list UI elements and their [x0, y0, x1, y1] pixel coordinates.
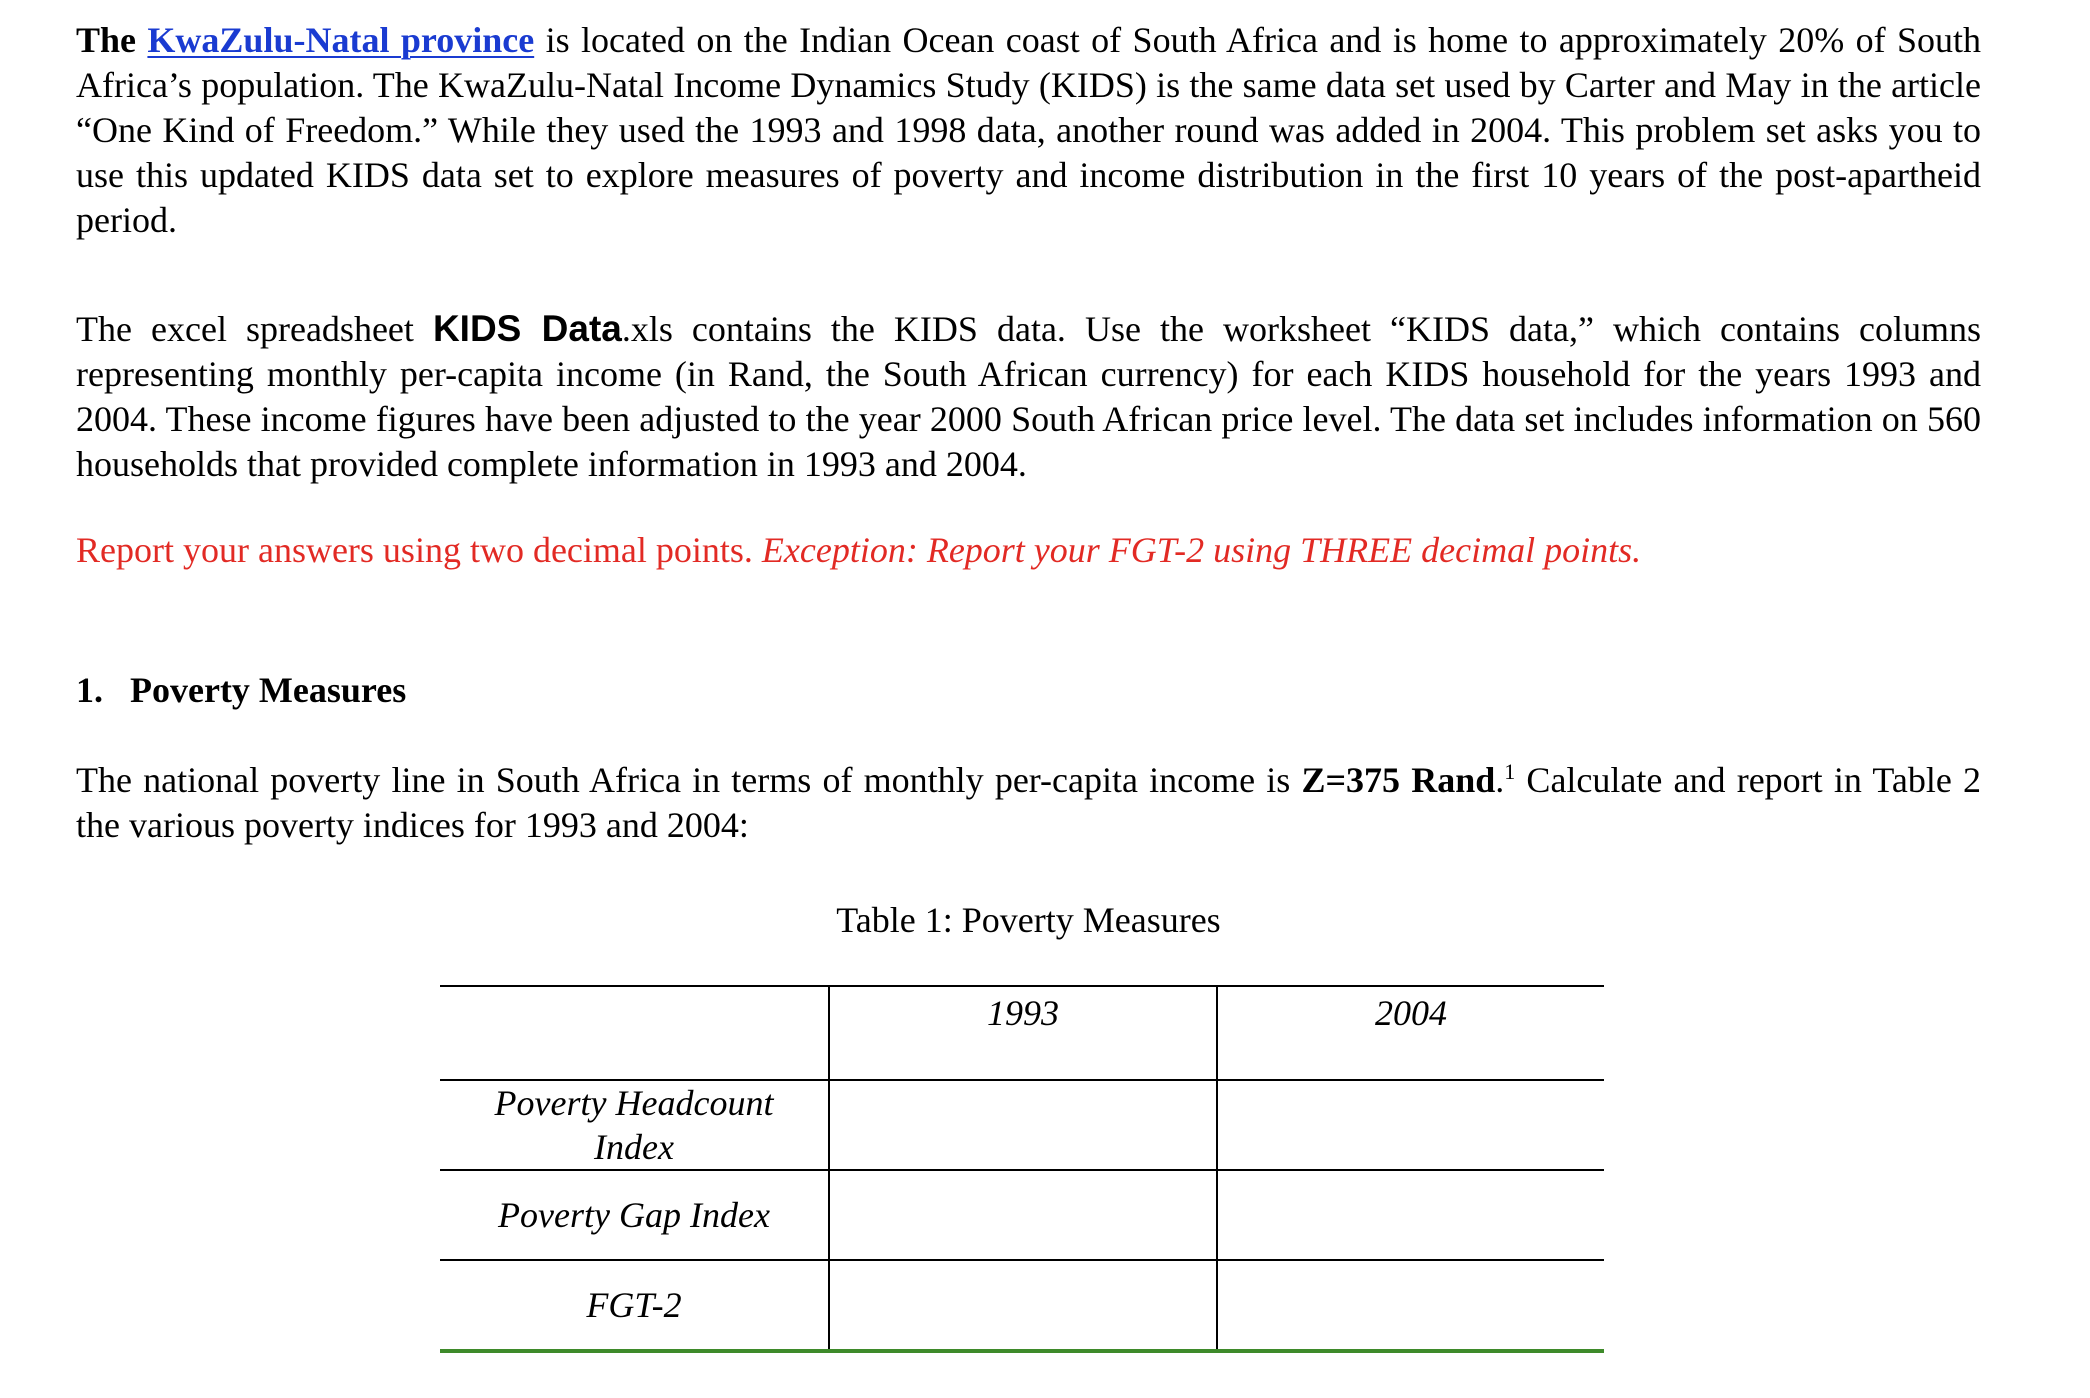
table-row: [440, 1260, 1604, 1351]
header-1993: 1993: [829, 986, 1217, 1080]
poverty-line-paragraph: [76, 758, 1981, 848]
kwazulu-natal-link[interactable]: KwaZulu-Natal province: [147, 20, 535, 60]
row-label-fgt2: FGT-2: [440, 1260, 829, 1351]
cell-headcount-1993[interactable]: [829, 1080, 1217, 1170]
cell-gap-2004[interactable]: [1217, 1170, 1604, 1260]
poverty-line-value: Z=375 Rand: [1301, 760, 1496, 800]
cell-headcount-2004[interactable]: [1217, 1080, 1604, 1170]
intro-body: is located on the Indian Ocean coast of South Africa and is home to approximately 20% of South Africa’s population. The KwaZulu-Natal Income Dynamics Study (KIDS) is the same data set used by Carter and May in the article “One Kind of Freedom.” While they used the 1993 and 1998 data, another round was added in 2004. This problem set asks you to use this updated KIDS data set to explore measures of poverty and income distribution in the first 10 years of the post-apartheid period.: [76, 20, 1981, 240]
table-header-row: [440, 986, 1604, 1080]
poverty-line-text-after: Calculate and report in Table 2 the various poverty indices for 1993 and 2004:: [76, 760, 1981, 845]
poverty-line-text: The national poverty line in South Africa in terms of monthly per-capita income is: [76, 760, 1302, 800]
table-caption: Table 1: Poverty Measures: [836, 900, 1221, 940]
header-blank-cell: [440, 986, 829, 1080]
cell-fgt2-2004[interactable]: [1217, 1260, 1604, 1351]
row-label-headcount: Poverty Headcount Index: [440, 1080, 829, 1170]
poverty-measures-table: [440, 985, 1604, 1353]
intro-lead: The: [76, 20, 137, 60]
row-label-gap: Poverty Gap Index: [440, 1170, 829, 1260]
data-paragraph: [76, 306, 1981, 487]
data-para-before: The excel spreadsheet: [76, 309, 433, 349]
header-2004: 2004: [1217, 986, 1604, 1080]
instructions-exception: Exception: Report your FGT-2 using THREE decimal points.: [761, 530, 1642, 570]
instructions-note: [76, 528, 1981, 573]
data-para-after: .xls contains the KIDS data. Use the worksheet “KIDS data,” which contains columns representing monthly per-capita income (in Rand, the South African currency) for each KIDS household for the years 1993 and 2004. These income figures have been adjusted to the year 2000 South African price level. The data set includes information on 560 households that provided complete information in 1993 and 2004.: [76, 309, 1981, 484]
cell-fgt2-1993[interactable]: [829, 1260, 1217, 1351]
table-row: [440, 1170, 1604, 1260]
table-row: [440, 1080, 1604, 1170]
instructions-normal: Report your answers using two decimal points.: [76, 530, 762, 570]
poverty-line-period: .: [1495, 760, 1505, 800]
intro-paragraph: [76, 18, 1981, 243]
kids-data-filename: KIDS Data: [432, 308, 622, 349]
cell-gap-1993[interactable]: [829, 1170, 1217, 1260]
footnote-marker[interactable]: 1: [1504, 759, 1516, 784]
section-title: 1. Poverty Measures: [76, 670, 407, 710]
